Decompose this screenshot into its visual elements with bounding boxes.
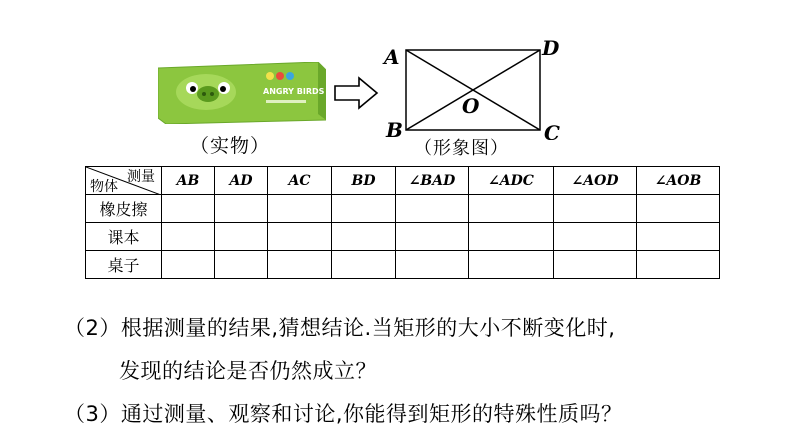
vertex-b: B: [386, 118, 403, 140]
vertex-d: D: [542, 36, 560, 60]
table-cell: [215, 223, 268, 251]
table-cell: [554, 195, 637, 223]
table-cell: [637, 195, 720, 223]
header-bd: BD: [332, 167, 396, 195]
table-cell: [332, 195, 396, 223]
table-header-row: [86, 167, 720, 195]
table-cell: [332, 223, 396, 251]
table-cell: [215, 195, 268, 223]
table-cell: [637, 223, 720, 251]
table-cell: [332, 251, 396, 279]
table-cell: [268, 223, 332, 251]
table-cell: [268, 251, 332, 279]
table-cell: [396, 223, 469, 251]
table-cell: [162, 251, 215, 279]
vertex-o: O: [462, 94, 480, 118]
row-label: 课本: [86, 223, 162, 251]
table-cell: [268, 195, 332, 223]
corner-cell: [86, 167, 162, 195]
header-angle-aod: ∠AOD: [554, 167, 637, 195]
header-angle-adc: ∠ADC: [469, 167, 554, 195]
header-ac: AC: [268, 167, 332, 195]
corner-top-label: 测量: [127, 169, 155, 185]
table-cell: [215, 251, 268, 279]
eraser-image: [158, 62, 326, 124]
vertex-c: C: [544, 121, 560, 140]
table-row: [86, 223, 720, 251]
question-2-line-2: 发现的结论是否仍然成立？: [119, 359, 377, 383]
measurement-table: [85, 166, 720, 279]
table-cell: [469, 195, 554, 223]
header-ab: AB: [162, 167, 215, 195]
table-cell: [162, 223, 215, 251]
question-3: （3）通过测量、观察和讨论,你能得到矩形的特殊性质吗？: [64, 402, 623, 426]
table-cell: [554, 251, 637, 279]
eraser-brand-text: ANGRY BIRDS: [263, 87, 325, 96]
caption-shape-figure: （形象图）: [414, 138, 509, 159]
header-ad: AD: [215, 167, 268, 195]
vertex-a: A: [384, 45, 400, 69]
table-cell: [469, 251, 554, 279]
table-cell: [396, 195, 469, 223]
table-row: [86, 251, 720, 279]
table-row: [86, 195, 720, 223]
table-cell: [637, 251, 720, 279]
row-label: 橡皮擦: [86, 195, 162, 223]
rectangle-figure: [376, 36, 576, 140]
table-cell: [396, 251, 469, 279]
table-cell: [469, 223, 554, 251]
corner-bottom-label: 物体: [90, 179, 118, 195]
caption-real-object: （实物）: [190, 135, 271, 157]
header-angle-aob: ∠AOB: [637, 167, 720, 195]
row-label: 桌子: [86, 251, 162, 279]
question-2-line-1: （2）根据测量的结果,猜想结论.当矩形的大小不断变化时,: [64, 316, 616, 340]
header-angle-bad: ∠BAD: [396, 167, 469, 195]
table-cell: [162, 195, 215, 223]
arrow-icon: [333, 76, 379, 110]
table-cell: [554, 223, 637, 251]
